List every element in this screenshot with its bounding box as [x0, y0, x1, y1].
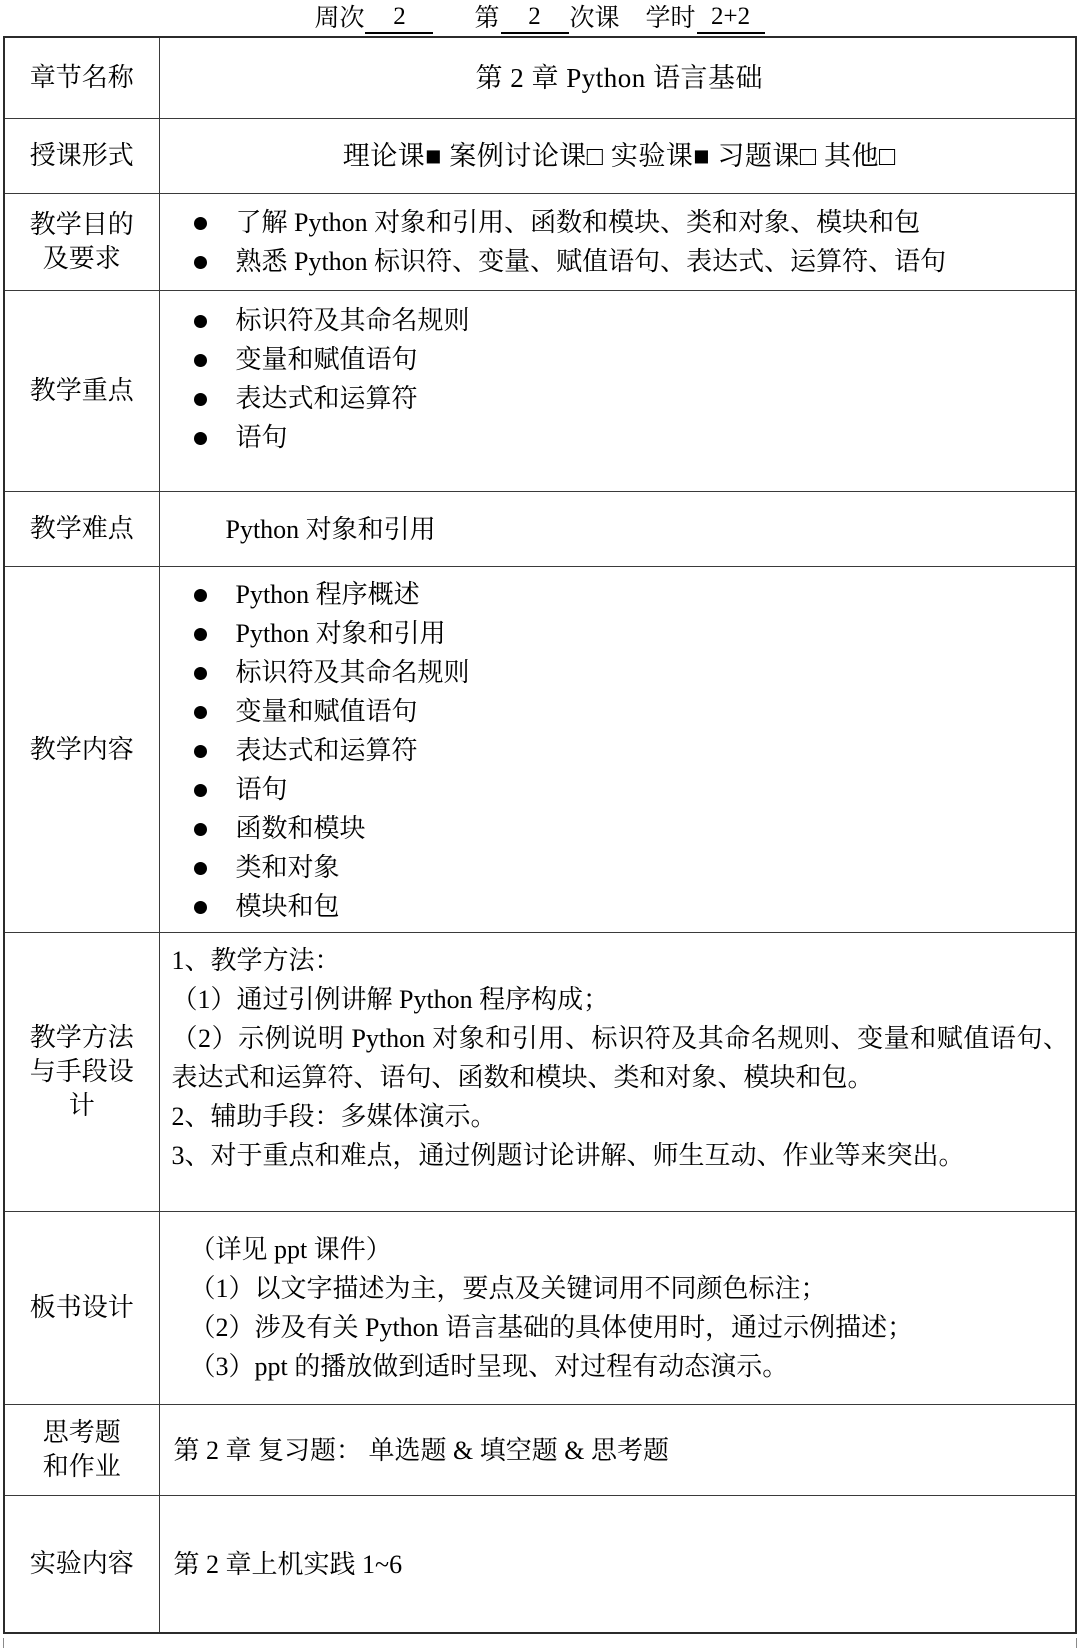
list-item: 标识符及其命名规则 [174, 301, 1066, 340]
table-row-chapter [4, 37, 1076, 119]
list-item: 语句 [174, 418, 1066, 457]
list-item: 类和对象 [174, 848, 1066, 887]
row-value-teaching-form [159, 119, 1076, 194]
teaching-form-checkbox-group[interactable]: 理论课■ 案例讨论课□ 实验课■ 习题课□ 其他□ [342, 140, 896, 171]
methods-paragraph: 1、教学方法： [171, 946, 341, 975]
week-value: 2 [365, 2, 433, 34]
table-row-experiment [4, 1496, 1076, 1634]
session-suffix-label: 次课 [569, 5, 620, 32]
blackboard-paragraph: （1）以文字描述为主，要点及关键词用不同颜色标注； [189, 1274, 827, 1303]
table-row-difficulties [4, 492, 1076, 567]
difficulties-text: Python 对象和引用 [225, 514, 436, 544]
row-label-methods-line1: 教学方法 [29, 1023, 134, 1052]
row-value-key-points [159, 291, 1076, 492]
list-item: 了解 Python 对象和引用、函数和模块、类和对象、模块和包 [174, 203, 1066, 242]
row-value-experiment [159, 1496, 1076, 1634]
list-item: 变量和赋值语句 [174, 692, 1066, 731]
row-label-objectives-line1: 教学目的 [29, 210, 134, 239]
row-label-methods-line2: 与手段设 [29, 1057, 134, 1086]
table-row-objectives [4, 194, 1076, 291]
session-value: 2 [501, 2, 569, 34]
row-label-homework [4, 1405, 159, 1496]
row-label-methods-line3: 计 [68, 1091, 95, 1120]
row-value-methods [159, 933, 1076, 1212]
week-label: 周次 [314, 5, 365, 32]
list-item: 模块和包 [174, 887, 1066, 926]
key-points-list [174, 301, 1066, 457]
methods-paragraph: （2）示例说明 Python 对象和引用、标识符及其命名规则、变量和赋值语句、表达式和运算符、语句、函数和模块、类和对象、模块和包。 [171, 1024, 1069, 1092]
lesson-plan-table [3, 36, 1077, 1634]
row-value-homework [159, 1405, 1076, 1496]
row-value-objectives [159, 194, 1076, 291]
row-label-experiment: 实验内容 [4, 1496, 159, 1634]
table-row-content [4, 567, 1076, 933]
page-bottom-rule [3, 1638, 1077, 1648]
row-value-chapter [159, 37, 1076, 119]
chapter-title-text: 第 2 章 Python 语言基础 [475, 62, 764, 93]
row-label-blackboard: 板书设计 [4, 1212, 159, 1405]
methods-paragraph: 2、辅助手段：多媒体演示。 [171, 1102, 497, 1131]
row-label-objectives-line2: 及要求 [42, 244, 121, 273]
row-label-content: 教学内容 [4, 567, 159, 933]
row-value-difficulties [159, 492, 1076, 567]
row-label-objectives [4, 194, 159, 291]
row-value-content [159, 567, 1076, 933]
list-item: Python 程序概述 [174, 575, 1066, 614]
list-item: 标识符及其命名规则 [174, 653, 1066, 692]
list-item: 熟悉 Python 标识符、变量、赋值语句、表达式、运算符、语句 [174, 242, 1066, 281]
row-label-chapter: 章节名称 [4, 37, 159, 119]
list-item: 语句 [174, 770, 1066, 809]
homework-text: 第 2 章 复习题： 单选题 & 填空题 & 思考题 [173, 1435, 669, 1465]
list-item: 函数和模块 [174, 809, 1066, 848]
table-row-homework [4, 1405, 1076, 1496]
objectives-list [174, 203, 1066, 281]
hours-label: 学时 [645, 5, 696, 32]
row-label-difficulties: 教学难点 [4, 492, 159, 567]
blackboard-paragraph: （3）ppt 的播放做到适时呈现、对过程有动态演示。 [189, 1352, 789, 1381]
methods-paragraph: （1）通过引例讲解 Python 程序构成； [171, 985, 610, 1014]
list-item: 表达式和运算符 [174, 731, 1066, 770]
list-item: 表达式和运算符 [174, 379, 1066, 418]
row-label-teaching-form: 授课形式 [4, 119, 159, 194]
table-row-methods [4, 933, 1076, 1212]
table-row-teaching-form [4, 119, 1076, 194]
row-label-methods [4, 933, 159, 1212]
row-value-blackboard [159, 1212, 1076, 1405]
content-list [174, 575, 1066, 926]
list-item: Python 对象和引用 [174, 614, 1066, 653]
blackboard-paragraph: （2）涉及有关 Python 语言基础的具体使用时，通过示例描述； [189, 1313, 914, 1342]
table-row-blackboard [4, 1212, 1076, 1405]
session-prefix-label: 第 [474, 5, 500, 32]
page-header [0, 0, 1080, 36]
hours-value: 2+2 [697, 2, 765, 34]
list-item: 变量和赋值语句 [174, 340, 1066, 379]
row-label-homework-line2: 和作业 [42, 1452, 121, 1481]
experiment-text: 第 2 章上机实践 1~6 [173, 1549, 403, 1579]
table-row-key-points [4, 291, 1076, 492]
row-label-key-points: 教学重点 [4, 291, 159, 492]
methods-paragraph: 3、对于重点和难点，通过例题讨论讲解、师生互动、作业等来突出。 [171, 1141, 965, 1170]
row-label-homework-line1: 思考题 [42, 1418, 121, 1447]
blackboard-paragraph: （详见 ppt 课件） [189, 1235, 392, 1264]
